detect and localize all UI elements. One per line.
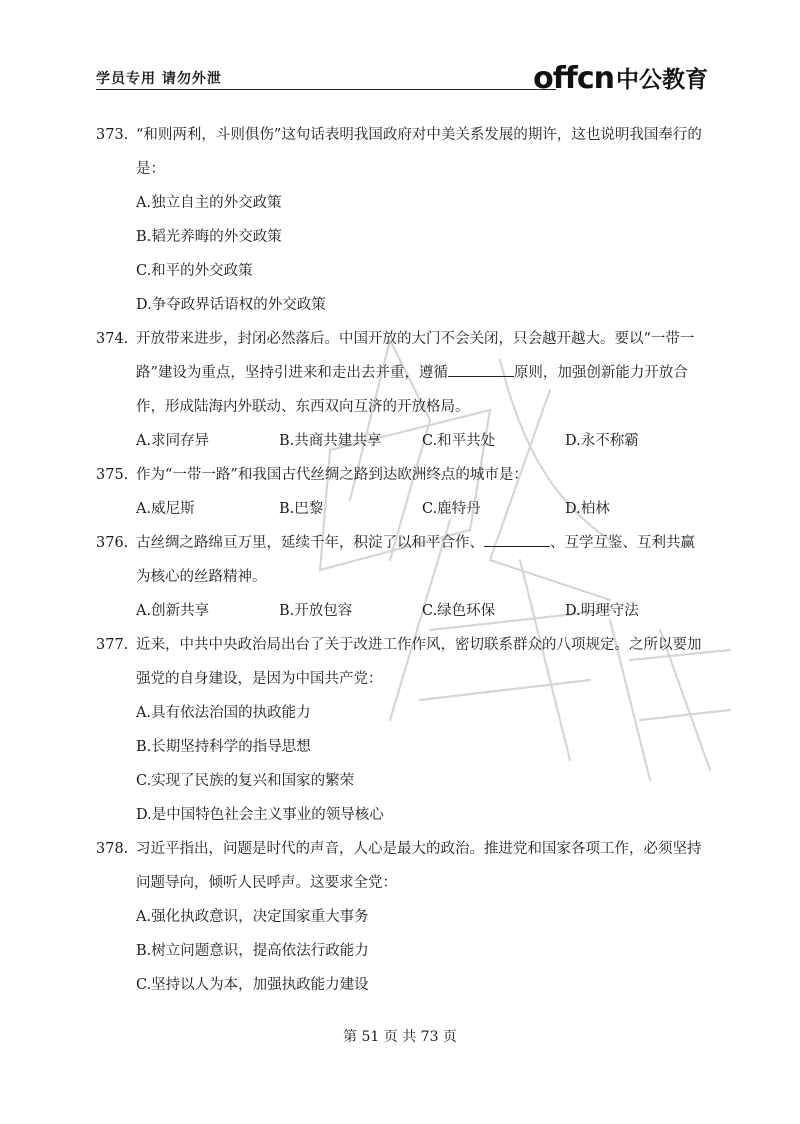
option-d: D.柏林	[565, 501, 610, 517]
option-b: B.巴黎	[279, 501, 324, 517]
option-d: D.永不称霸	[565, 433, 639, 449]
header-rule	[96, 89, 556, 90]
question-stem: 近来，中共中央政治局出台了关于改进工作作风，密切联系群众的八项规定。之所以要加强党的自身建设，是因为中国共产党：	[136, 637, 702, 687]
question-number: 377.	[96, 637, 129, 653]
question-stem: 作为“一带一路”和我国古代丝绸之路到达欧洲终点的城市是：	[136, 467, 528, 483]
question-377	[96, 628, 708, 832]
question-374	[96, 322, 708, 458]
option-c: C.鹿特丹	[422, 501, 481, 517]
option-c: C.和平共处	[422, 433, 496, 449]
option-a: A.威尼斯	[136, 501, 195, 517]
question-stem-part1: 开放带来进步，封闭必然落后。中国开放的大门不会关闭，只会越开越大。要以“一带一路”建设为重点，坚持引进来和走出去并重，遵循	[136, 331, 695, 381]
question-373	[96, 118, 708, 322]
question-number: 378.	[96, 841, 129, 857]
option-b: B.树立问题意识，提高依法行政能力	[136, 943, 369, 959]
question-375	[96, 458, 708, 526]
option-b: B.开放包容	[279, 603, 353, 619]
offcn-logo	[533, 61, 708, 96]
option-a: A.独立自主的外交政策	[136, 195, 282, 211]
option-b: B.共商共建共享	[279, 433, 382, 449]
logo-mark: offcn	[533, 61, 614, 96]
question-number: 373.	[96, 127, 129, 143]
logo-cn-text: 中公教育	[616, 67, 708, 93]
header-notice: 学员专用 请勿外泄	[96, 71, 222, 87]
answer-blank	[484, 532, 550, 547]
question-stem-part2: 、互学互鉴、互利共赢为核心的丝路精神。	[136, 535, 695, 585]
option-d: D.明理守法	[565, 603, 639, 619]
option-b: B.韬光养晦的外交政策	[136, 229, 282, 245]
option-a: A.创新共享	[136, 603, 210, 619]
question-list	[96, 118, 708, 1002]
option-a: A.求同存异	[136, 433, 210, 449]
question-stem: “和则两利，斗则俱伤”这句话表明我国政府对中美关系发展的期许，这也说明我国奉行的是：	[136, 127, 702, 177]
question-stem-part2: 原则，加强创新能力开放合作，形成陆海内外联动、东西双向互济的开放格局。	[136, 365, 688, 415]
page-footer: 第 51 页 共 73 页	[343, 1029, 457, 1045]
option-d: D.争夺政界话语权的外交政策	[136, 297, 326, 313]
option-c: C.实现了民族的复兴和国家的繁荣	[136, 773, 355, 789]
question-number: 374.	[96, 331, 129, 347]
page-header	[96, 60, 708, 94]
question-stem-part1: 古丝绸之路绵亘万里，延续千年，积淀了以和平合作、	[136, 535, 484, 551]
question-376	[96, 526, 708, 628]
option-b: B.长期坚持科学的指导思想	[136, 739, 311, 755]
option-c: C.坚持以人为本，加强执政能力建设	[136, 977, 369, 993]
option-c: C.和平的外交政策	[136, 263, 253, 279]
question-378	[96, 832, 708, 1002]
question-number: 375.	[96, 467, 129, 483]
option-d: D.是中国特色社会主义事业的领导核心	[136, 807, 384, 823]
option-a: A.强化执政意识，决定国家重大事务	[136, 909, 369, 925]
question-stem: 习近平指出，问题是时代的声音，人心是最大的政治。推进党和国家各项工作，必须坚持问题导向，倾听人民呼声。这要求全党：	[136, 841, 702, 891]
answer-blank	[448, 362, 514, 377]
option-c: C.绿色环保	[422, 603, 496, 619]
option-a: A.具有依法治国的执政能力	[136, 705, 311, 721]
question-number: 376.	[96, 535, 129, 551]
